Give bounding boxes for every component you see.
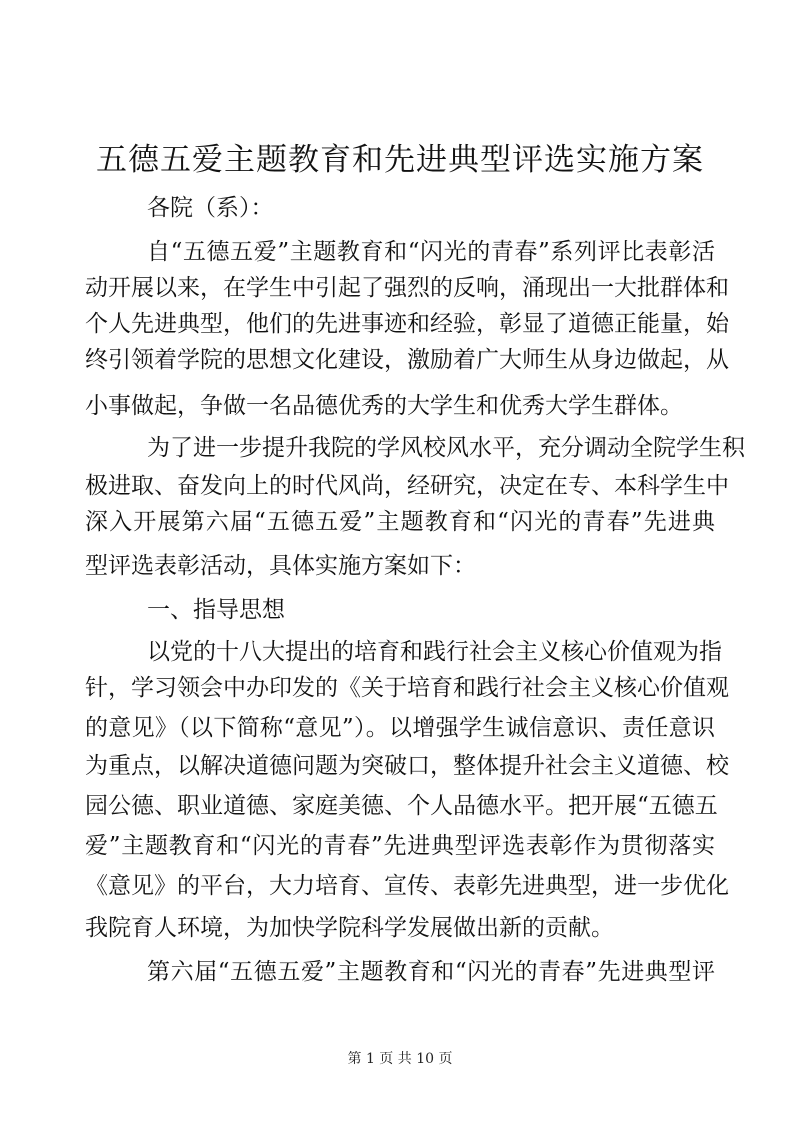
paragraph-2-line-3: 深入开展第六届“五德五爱”主题教育和“闪光的青春”先进典 <box>85 509 715 535</box>
paragraph-2-line-4: 型评选表彰活动，具体实施方案如下： <box>85 553 476 579</box>
paragraph-3-line-7: 《意见》的平台，大力培育、宣传、表彰先进典型，进一步优化 <box>85 873 729 899</box>
paragraph-1-line-5: 小事做起，争做一名品德优秀的大学生和优秀大学生群体。 <box>85 393 683 419</box>
paragraph-3-line-2: 针，学习领会中办印发的《关于培育和践行社会主义核心价值观 <box>85 675 729 701</box>
paragraph-3-line-8: 我院育人环境，为加快学院科学发展做出新的贡献。 <box>85 915 614 941</box>
paragraph-3-line-3: 的意见》（以下简称“意见”）。以增强学生诚信意识、责任意识 <box>85 715 715 741</box>
section-heading-guiding-ideology: 一、指导思想 <box>147 597 285 623</box>
paragraph-2-line-2: 极进取、奋发向上的时代风尚，经研究，决定在专、本科学生中 <box>85 473 729 499</box>
paragraph-1-line-3: 个人先进典型，他们的先进事迹和经验，彰显了道德正能量，始 <box>85 311 729 337</box>
salutation-line: 各院（系）： <box>147 195 274 221</box>
document-title: 五德五爱主题教育和先进典型评选实施方案 <box>96 142 704 178</box>
page-number-footer: 第 1 页 共 10 页 <box>347 1051 453 1067</box>
paragraph-3-line-1: 以党的十八大提出的培育和践行社会主义核心价值观为指 <box>147 639 722 665</box>
paragraph-4-line-1: 第六届“五德五爱”主题教育和“闪光的青春”先进典型评 <box>147 959 715 985</box>
paragraph-3-line-6: 爱”主题教育和“闪光的青春”先进典型评选表彰作为贯彻落实 <box>85 833 715 859</box>
paragraph-1-line-2: 动开展以来，在学生中引起了强烈的反响，涌现出一大批群体和 <box>85 275 729 301</box>
paragraph-1-line-4: 终引领着学院的思想文化建设，激励着广大师生从身边做起，从 <box>85 347 729 373</box>
paragraph-3-line-4: 为重点，以解决道德问题为突破口，整体提升社会主义道德、校 <box>85 753 729 779</box>
paragraph-3-line-5: 园公德、职业道德、家庭美德、个人品德水平。把开展“五德五 <box>85 793 718 819</box>
paragraph-1-line-1: 自“五德五爱”主题教育和“闪光的青春”系列评比表彰活 <box>147 239 715 265</box>
paragraph-2-line-1: 为了进一步提升我院的学风校风水平，充分调动全院学生积 <box>147 435 745 461</box>
